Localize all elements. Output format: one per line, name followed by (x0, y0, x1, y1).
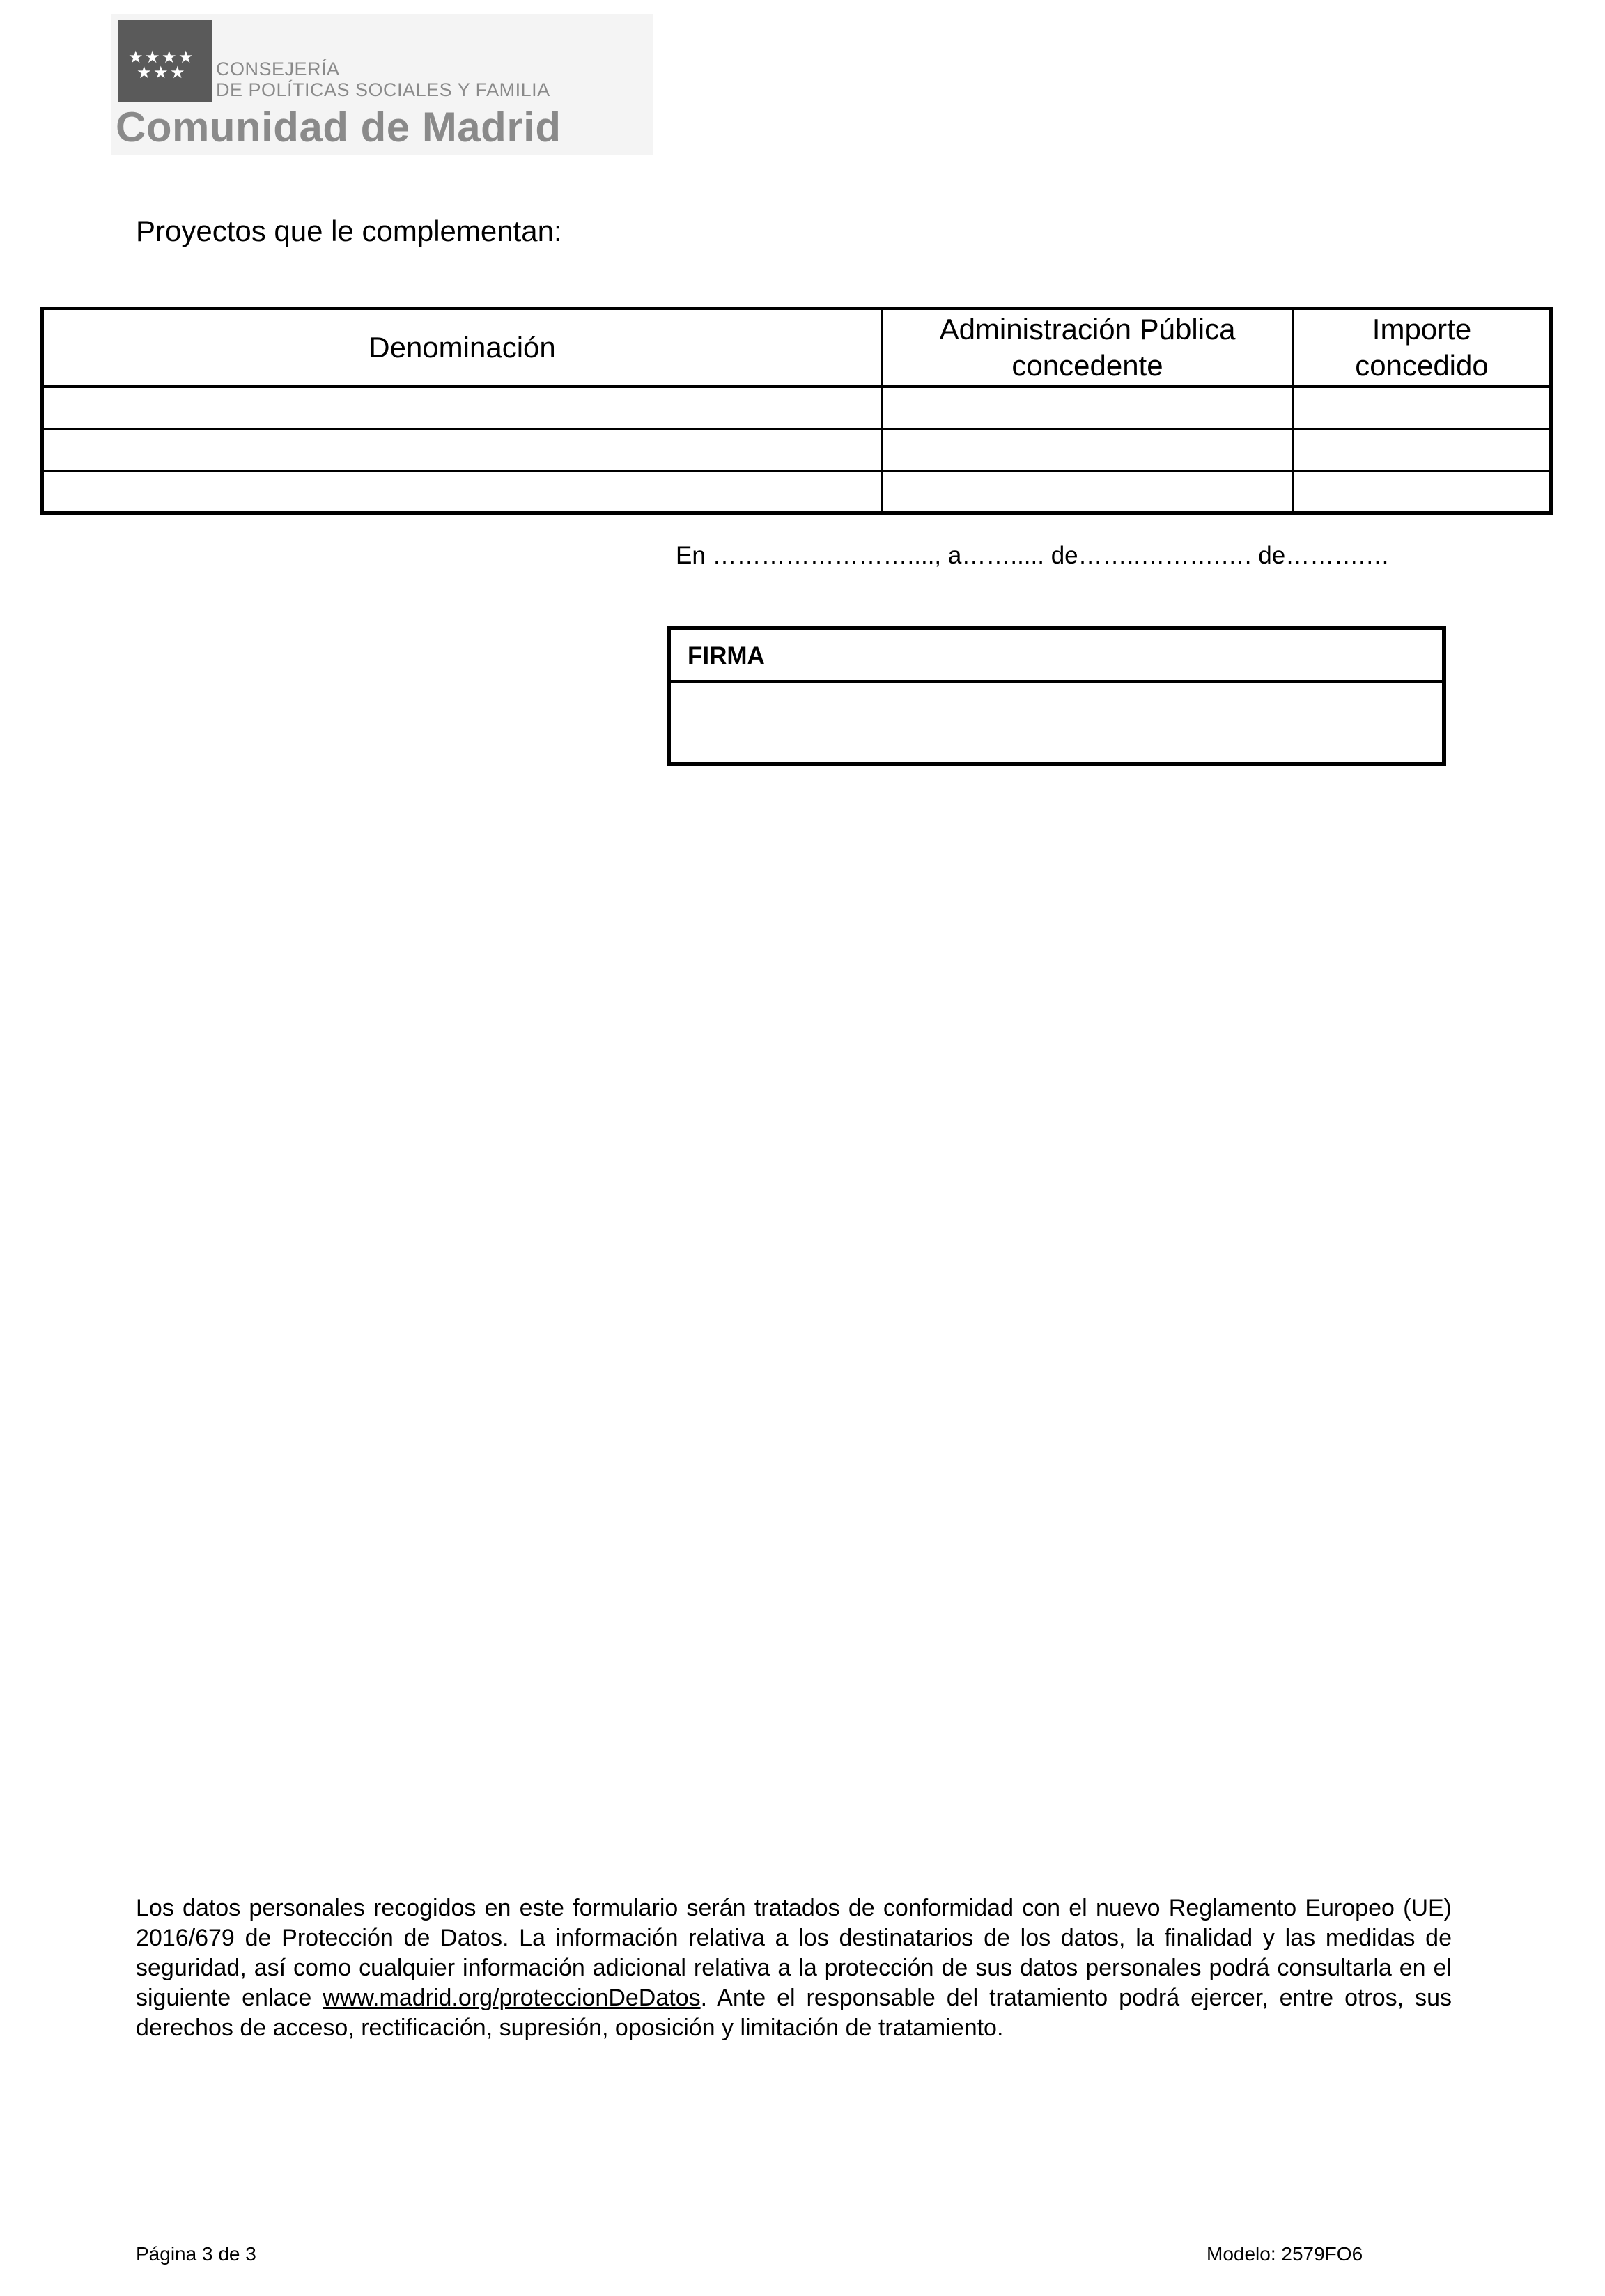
privacy-text-after: . Ante el responsable del tratamiento podrá ejercer, entre otros, sus derechos de acceso, rectificación, supresión, oposición y limitación de tratamiento. (136, 1985, 1452, 2041)
signature-label: FIRMA (671, 630, 1442, 683)
header-importe-line2: concedido (1355, 348, 1489, 382)
svg-text:★: ★ (162, 47, 177, 67)
header-importe (1294, 309, 1551, 387)
table-row (42, 471, 1551, 513)
header-importe-line1: Importe (1372, 312, 1472, 346)
cell-importe[interactable] (1294, 387, 1551, 429)
svg-text:★: ★ (137, 63, 152, 82)
table-row (42, 429, 1551, 471)
section-title: Proyectos que le complementan: (136, 215, 562, 247)
table-header-row (42, 309, 1551, 387)
logo-department-text: DE POLÍTICAS SOCIALES Y FAMILIA (216, 79, 550, 100)
signature-box[interactable] (667, 626, 1446, 766)
cell-importe[interactable] (1294, 471, 1551, 513)
svg-text:★: ★ (170, 63, 185, 82)
page-number: Página 3 de 3 (136, 2243, 256, 2265)
cell-administracion[interactable] (882, 429, 1294, 471)
svg-text:★: ★ (178, 47, 194, 67)
privacy-link[interactable]: www.madrid.org/proteccionDeDatos (323, 1985, 701, 2011)
privacy-notice (136, 1893, 1452, 2043)
cell-denominacion[interactable] (42, 387, 882, 429)
svg-text:★: ★ (145, 47, 160, 67)
projects-table (40, 307, 1553, 515)
privacy-text-before: Los datos personales recogidos en este formulario serán tratados de conformidad con el nuevo Reglamento Europeo (UE) 2016/679 de Protección de Datos. La información relativa a los destinatarios de los datos, la finalidad y las medidas de seguridad, así como cualquier información adicional relativa a la protección de sus datos personales podrá consultarla en el siguiente enlace (136, 1895, 1452, 2011)
logo-consejeria-text: CONSEJERÍA (216, 59, 340, 79)
cell-denominacion[interactable] (42, 429, 882, 471)
logo-comunidad-text: Comunidad de Madrid (116, 104, 561, 150)
header-administracion-line2: concedente (1011, 348, 1163, 382)
cell-administracion[interactable] (882, 387, 1294, 429)
madrid-flag-icon (118, 20, 212, 102)
comunidad-madrid-logo (111, 14, 653, 155)
cell-denominacion[interactable] (42, 471, 882, 513)
cell-importe[interactable] (1294, 429, 1551, 471)
header-denominacion (42, 309, 882, 387)
header-administracion-line1: Administración Pública (939, 312, 1236, 346)
header-denominacion-label: Denominación (369, 330, 556, 364)
svg-text:★: ★ (153, 63, 169, 82)
table-row (42, 387, 1551, 429)
svg-text:★: ★ (128, 47, 144, 67)
model-code: Modelo: 2579FO6 (1207, 2243, 1363, 2265)
cell-administracion[interactable] (882, 471, 1294, 513)
place-date-line[interactable]: En ……………………...., a……..... de……..……….…. de……….… (676, 542, 1390, 569)
header-administracion (882, 309, 1294, 387)
